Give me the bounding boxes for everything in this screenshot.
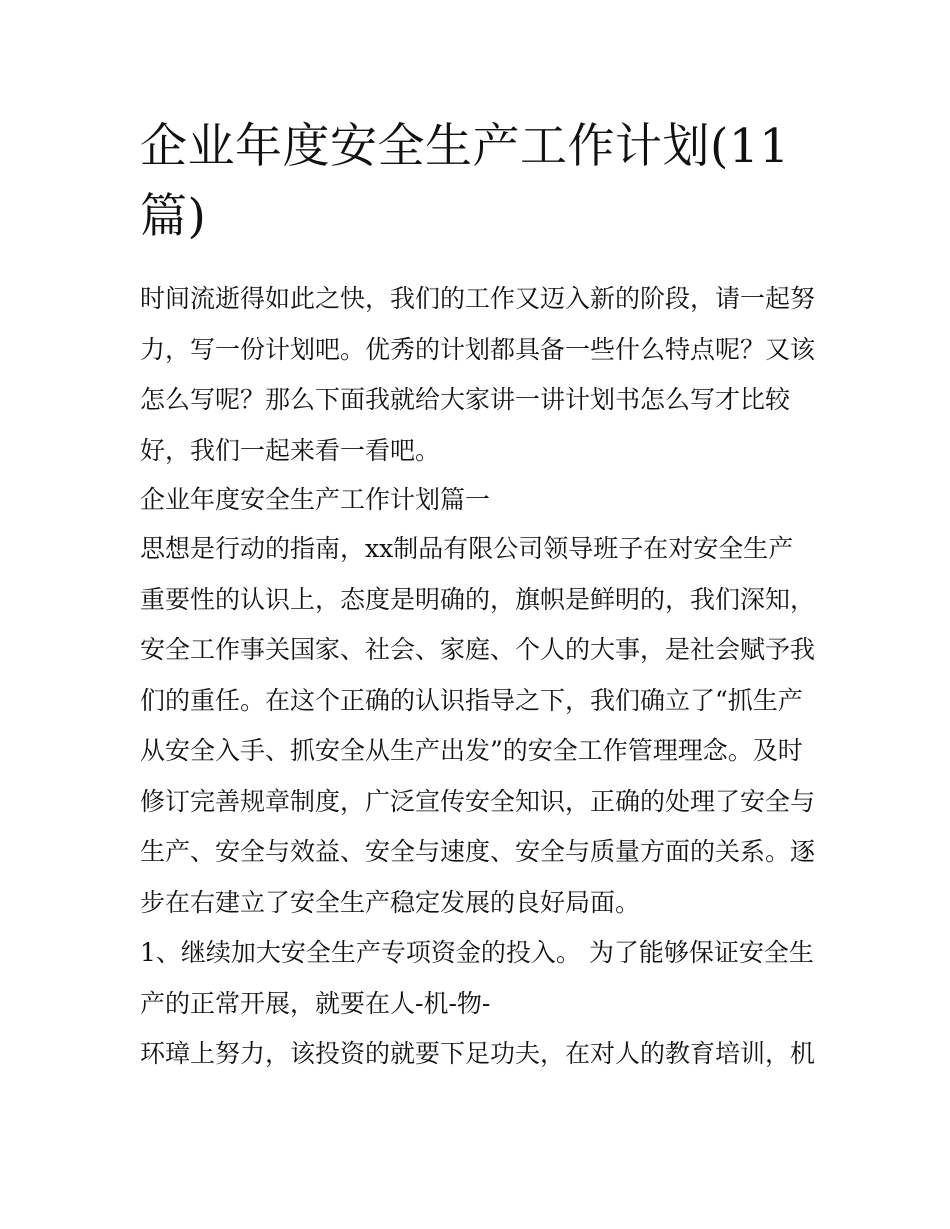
paragraph-line: 怎么写呢？那么下面我就给大家讲一讲计划书怎么写才比较 — [140, 385, 791, 414]
paragraph-line: 从安全入手、抓安全从生产出发”的安全工作管理理念。及时 — [140, 736, 803, 765]
paragraph-line: 安全工作事关国家、社会、家庭、个人的大事，是社会赋予我 — [140, 635, 816, 664]
paragraph-line: 思想是行动的指南，xx制品有限公司领导班子在对安全生产 — [140, 534, 794, 563]
paragraph-line: 好，我们一起来看一看吧。 — [140, 435, 441, 465]
section-heading: 企业年度安全生产工作计划篇一 — [140, 485, 491, 514]
title-line: 篇) — [140, 189, 207, 244]
paragraph-line: 修订完善规章制度，广泛宣传安全知识，正确的处理了安全与 — [140, 786, 816, 816]
title-line: 企业年度安全生产工作计划(11 — [140, 119, 790, 174]
paragraph-line: 力，写一份计划吧。优秀的计划都具备一些什么特点呢？又该 — [140, 334, 816, 364]
paragraph-line: 们的重任。在这个正确的认识指导之下，我们确立了“抓生产 — [140, 685, 803, 715]
paragraph-line: 时间流逝得如此之快，我们的工作又迈入新的阶段，请一起努 — [140, 284, 816, 313]
paragraph-line: 环璋上努力，该投资的就要下足功夫，在对人的教育培训，机 — [140, 1039, 816, 1068]
document-title — [140, 112, 812, 252]
paragraph-line: 重要性的认识上，态度是明确的，旗帜是鲜明的，我们深知， — [140, 584, 816, 614]
document-content — [140, 112, 816, 1080]
document-body — [140, 274, 816, 1080]
paragraph-line: 步在右建立了安全生产稳定发展的良好局面。 — [140, 887, 641, 917]
paragraph-line: 生产、安全与效益、安全与速度、安全与质量方面的关系。逐 — [140, 837, 816, 866]
paragraph-line: 1、继续加大安全生产专项资金的投入。 为了能够保证安全生 — [140, 938, 814, 967]
paragraph-line: 产的正常开展，就要在人-机-物- — [140, 988, 491, 1018]
